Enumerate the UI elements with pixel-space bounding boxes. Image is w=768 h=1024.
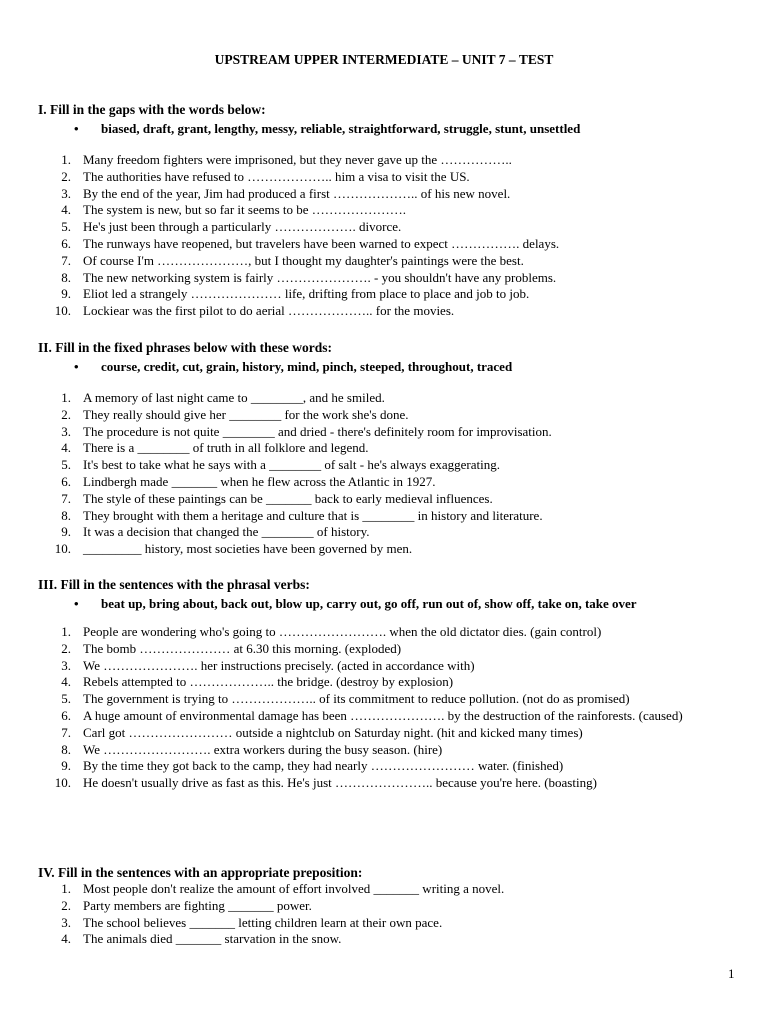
list-item: 10. Lockiear was the first pilot to do aerial ……………….. for the movies. bbox=[54, 303, 455, 319]
list-item: 3. The school believes _______ letting children learn at their own pace. bbox=[61, 914, 443, 930]
section-heading: I. Fill in the gaps with the words below: bbox=[38, 102, 266, 117]
word-bank-text: biased, draft, grant, lengthy, messy, reliable, straightforward, struggle, stunt, unsettled bbox=[101, 121, 581, 136]
list-item: 7. Carl got …………………… outside a nightclub on Saturday night. (hit and kicked many times) bbox=[61, 724, 583, 740]
exercise-list bbox=[38, 152, 728, 320]
list-item: 9. It was a decision that changed the ________ of history. bbox=[61, 524, 370, 540]
list-item: 8. They brought with them a heritage and culture that is ________ in history and literature. bbox=[61, 507, 543, 523]
bullet-icon: • bbox=[74, 596, 79, 611]
exercise-list bbox=[38, 390, 728, 558]
list-item: 9. By the time they got back to the camp, they had nearly …………………… water. (finished) bbox=[61, 758, 564, 774]
list-item: 7. Of course I'm …………………, but I thought my daughter's paintings were the best. bbox=[61, 252, 524, 268]
section-heading: III. Fill in the sentences with the phrasal verbs: bbox=[38, 577, 310, 592]
list-item: 6. Lindbergh made _______ when he flew across the Atlantic in 1927. bbox=[61, 473, 436, 489]
list-item: 6. A huge amount of environmental damage has been …………………. by the destruction of the rainforests. (caused) bbox=[61, 707, 683, 723]
list-item: 8. We ……………………. extra workers during the busy season. (hire) bbox=[61, 741, 443, 757]
section-3 bbox=[38, 576, 728, 792]
list-item: 6. The runways have reopened, but travelers have been warned to expect ……………. delays. bbox=[61, 235, 560, 251]
list-item: 2. The bomb ………………… at 6.30 this morning. (exploded) bbox=[61, 640, 402, 656]
word-bank-text: course, credit, cut, grain, history, mind, pinch, steeped, throughout, traced bbox=[101, 359, 513, 374]
list-item: 2. Party members are fighting _______ power. bbox=[61, 897, 312, 913]
list-item: 1. People are wondering who's going to ……………………. when the old dictator dies. (gain control) bbox=[61, 624, 602, 639]
list-item: 5. It's best to take what he says with a ________ of salt - he's always exaggerating. bbox=[61, 457, 500, 473]
section-2 bbox=[38, 339, 728, 558]
word-bank bbox=[74, 358, 728, 375]
list-item: 10. He doesn't usually drive as fast as this. He's just ………………….. because you're here. (boasting) bbox=[54, 775, 597, 791]
list-item: 3. By the end of the year, Jim had produced a first ……………….. of his new novel. bbox=[61, 185, 511, 201]
list-item: 1. A memory of last night came to ________, and he smiled. bbox=[61, 390, 385, 405]
word-bank-text: beat up, bring about, back out, blow up, carry out, go off, run out of, show off, take on, take over bbox=[101, 596, 637, 611]
list-item: 5. He's just been through a particularly ………………. divorce. bbox=[61, 219, 402, 235]
page-number: 1 bbox=[728, 966, 735, 981]
exercise-list bbox=[38, 624, 698, 792]
list-item: 7. The style of these paintings can be _______ back to early medieval influences. bbox=[61, 490, 493, 506]
page-title: UPSTREAM UPPER INTERMEDIATE – UNIT 7 – TEST bbox=[214, 52, 554, 67]
list-item: 4. Rebels attempted to ……………….. the bridge. (destroy by explosion) bbox=[61, 674, 454, 690]
list-item: 9. Eliot led a strangely ………………… life, drifting from place to place and job to job. bbox=[61, 286, 530, 302]
list-item: 2. The authorities have refused to ……………….. him a visa to visit the US. bbox=[61, 168, 470, 184]
list-item: 4. The system is new, but so far it seems to be …………………. bbox=[61, 202, 407, 218]
list-item: 1. Many freedom fighters were imprisoned, but they never gave up the …………….. bbox=[61, 152, 512, 167]
section-4 bbox=[38, 864, 728, 948]
list-item: 3. The procedure is not quite ________ and dried - there's definitely room for improvisation. bbox=[61, 423, 552, 439]
section-heading: II. Fill in the fixed phrases below with these words: bbox=[38, 340, 333, 355]
section-1 bbox=[38, 101, 728, 320]
exercise-list bbox=[38, 881, 728, 948]
section-heading: IV. Fill in the sentences with an appropriate preposition: bbox=[38, 865, 363, 880]
bullet-icon: • bbox=[74, 121, 79, 136]
list-item: 8. The new networking system is fairly …………………. - you shouldn't have any problems. bbox=[61, 269, 557, 285]
word-bank bbox=[74, 595, 701, 612]
list-item: 10. _________ history, most societies have been governed by men. bbox=[54, 541, 413, 557]
list-item: 1. Most people don't realize the amount of effort involved _______ writing a novel. bbox=[61, 881, 505, 896]
list-item: 5. The government is trying to ……………….. of its commitment to reduce pollution. (not do as promised) bbox=[61, 691, 630, 707]
bullet-icon: • bbox=[74, 359, 79, 374]
list-item: 4. There is a ________ of truth in all folklore and legend. bbox=[61, 440, 369, 456]
list-item: 3. We …………………. her instructions precisely. (acted in accordance with) bbox=[61, 657, 475, 673]
word-bank bbox=[74, 120, 728, 137]
list-item: 4. The animals died _______ starvation in the snow. bbox=[61, 931, 342, 947]
list-item: 2. They really should give her ________ for the work she's done. bbox=[61, 406, 409, 422]
